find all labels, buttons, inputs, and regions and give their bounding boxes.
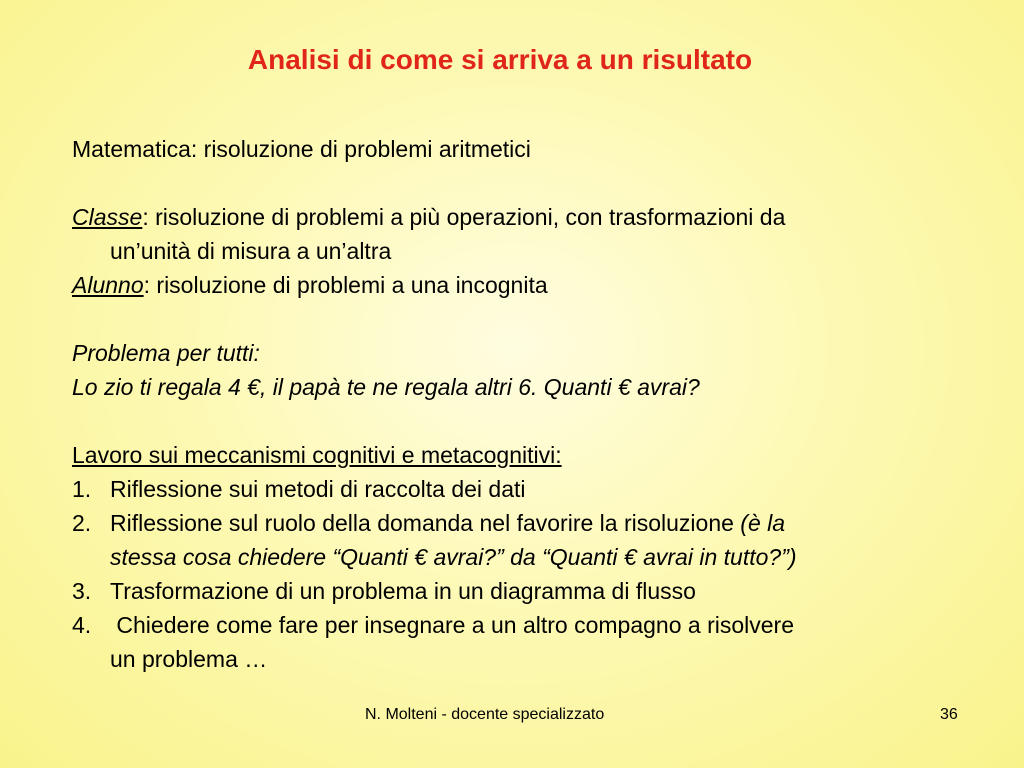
list-item-italic: (è la xyxy=(740,510,786,536)
subject-line: Matematica: risoluzione di problemi aritmetici xyxy=(72,136,531,162)
problem-heading: Problema per tutti: xyxy=(72,340,260,366)
classe-label: Classe xyxy=(72,204,143,230)
slide-body xyxy=(72,132,972,676)
alunno-text: : risoluzione di problemi a una incognita xyxy=(143,272,548,298)
list-item xyxy=(72,472,972,506)
list-item-number: 1. xyxy=(72,476,92,502)
list-item-continued: un problema … xyxy=(110,646,268,672)
list-item-number: 3. xyxy=(72,578,92,604)
footer-credit: N. Molteni - docente specializzato xyxy=(365,706,605,723)
list-item-number: 4. xyxy=(72,612,92,638)
list-item-text: Chiedere come fare per insegnare a un altro compagno a risolvere xyxy=(110,612,794,638)
work-heading: Lavoro sui meccanismi cognitivi e metacognitivi: xyxy=(72,442,562,468)
alunno-line xyxy=(72,268,972,302)
list-item-text: Riflessione sul ruolo della domanda nel favorire la risoluzione xyxy=(110,510,741,536)
classe-line xyxy=(72,200,972,234)
classe-text-continued: un’unità di misura a un’altra xyxy=(110,238,392,264)
slide-title: Analisi di come si arriva a un risultato xyxy=(247,44,753,75)
alunno-label: Alunno xyxy=(72,272,144,298)
list-item xyxy=(72,574,972,608)
problem-text: Lo zio ti regala 4 €, il papà te ne regala altri 6. Quanti € avrai? xyxy=(72,374,700,400)
classe-text: : risoluzione di problemi a più operazioni, con trasformazioni da xyxy=(142,204,786,230)
list-item-text: Riflessione sui metodi di raccolta dei dati xyxy=(110,476,526,502)
list-item xyxy=(72,506,972,540)
list-item-continued: stessa cosa chiedere “Quanti € avrai?” da “Quanti € avrai in tutto?”) xyxy=(110,544,797,570)
list-item-text: Trasformazione di un problema in un diagramma di flusso xyxy=(110,578,696,604)
list-item-number: 2. xyxy=(72,510,92,536)
list-item xyxy=(72,608,972,642)
page-number: 36 xyxy=(940,706,958,723)
